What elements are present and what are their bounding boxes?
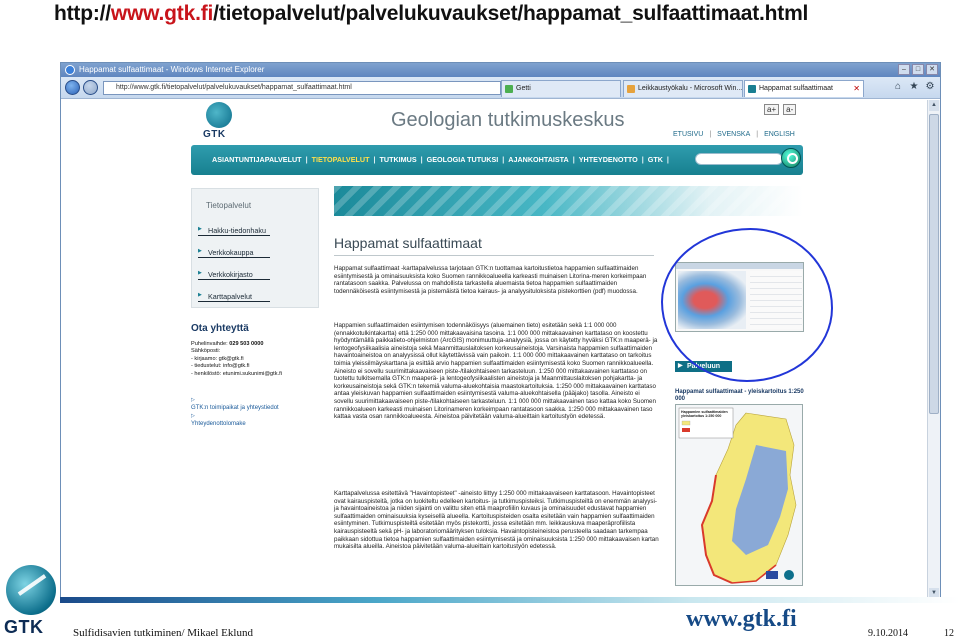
contact-links <box>191 396 279 428</box>
maximize-button[interactable]: □ <box>912 64 924 75</box>
tab-snipping-tool[interactable] <box>623 80 743 97</box>
gtk-slide-logo <box>2 565 62 641</box>
window-title: Happamat sulfaattimaat - Windows Internet Explorer <box>79 65 265 74</box>
gtk-logo[interactable] <box>203 102 233 140</box>
address-bar <box>61 77 940 99</box>
browser-window <box>60 62 941 598</box>
main-navigation <box>191 145 803 175</box>
lang-link-english[interactable]: ENGLISH <box>764 131 795 138</box>
nav-tutkimus[interactable]: TUTKIMUS <box>379 155 417 164</box>
url-host: www.gtk.fi <box>110 2 214 25</box>
nav-gtk[interactable]: GTK <box>647 155 663 164</box>
tab-close-icon[interactable]: ✕ <box>853 84 860 93</box>
page-title: Happamat sulfaattimaat <box>334 235 482 251</box>
sidebar-item-karttapalvelut[interactable]: ▶ Karttapalvelut <box>198 292 270 302</box>
palveluun-button[interactable]: ▶ Palveluun <box>675 361 732 372</box>
address-input[interactable]: http://www.gtk.fi/tietopalvelut/palvelukuvaukset/happamat_sulfaattimaat.html <box>103 81 501 95</box>
gtk-logo-text: GTK <box>203 129 226 140</box>
close-button[interactable]: ✕ <box>926 64 938 75</box>
contact-title: Ota yhteyttä <box>191 323 249 334</box>
contact-line: - tiedustelut: info@gtk.fi <box>191 363 250 370</box>
map-caption: Happamat sulfaattimaat - yleiskartoitus 1:250 000 <box>675 389 804 402</box>
contact-info <box>191 341 282 378</box>
tab-label: Happamat sulfaattimaat <box>759 85 833 92</box>
content-paragraph-2: Happamien sulfaattimaiden esiintymisen todennäköisyys (aluemainen tieto) esitetään sekä 1:1 000 000 (ennakkotulkintakartta) että 1:250 000 mittakaavaisina tasoina. 1:1 000 000 mittakaavainen karttataso on koostettu hyödyntämällä paikkatieto-ohjelmiston (ArcGIS) monimuuttuja-analyysiä, jossa on käytetty hyväksi GTK:n maaperä- ja lentogeofysiikaalisia aineistoja sekä Maanmittauslaitoksen korkeusaineistoja. Varsinaista happamien sulfaattimaiden havaintoaineistoa on analyysissä ollut käytettävissä vain paikoin. 1:1 000 000 mittakaavainen karttataso on tarkoitus toimia yleissilmäyskarttana ja esittää arvio happamien sulfaattimaiden esiintymisestä koko Suomen rannikkoalueella. Aineisto ei sovellu suurimittakaavaiseen piste-/tilakohtaiseen tarkasteluun. 1:250 000 mittakaavainen karttataso on tuotettu tulkitsemalla GTK:n maaperä- ja lentogeofysiikaalisten aineistoja ja Maanmittauslaitoksen pohjakartta- ja korkeusaineistoja sekä GTK:n tekemiä valuma-aluekohtaisia maastokartoituksia. 1:250 000 mittakaavainen karttataso antaa yleiskuvan happamien sulfaattimaiden esiintymisestä valuma-aluekohtaisella (pääjako) tasolla. Aineisto ei sovellu suurimittakaavaiseen piste-/tilakohtaiseen tarkasteluun. 1:1 000 000 mittakaavainen taso kattaa koko Suomen rannikkoalueen karkeasti muinaisen Litorinameren korkeimpaan rantatasoon saakka. 1:250 000 mittakaavainen taso kattaa vasta osan rannikkoalueesta. Aineistoa päivitetään valuma-alueittain kartoitustyön edetessä. <box>334 322 658 421</box>
scroll-thumb[interactable] <box>929 114 939 414</box>
sidebar-item-verkkokirjasto[interactable]: ▶ Verkkokirjasto <box>198 270 270 280</box>
finland-map-svg <box>676 405 803 586</box>
url-prefix: http:// <box>54 2 111 25</box>
font-decrease-button[interactable]: a- <box>783 104 796 115</box>
gtk-slide-logo-text: GTK <box>4 617 44 637</box>
globe-icon <box>206 102 232 128</box>
sidebar-item-verkkokauppa[interactable]: ▶ Verkkokauppa <box>198 248 270 258</box>
contact-link-label: GTK:n toimipaikat ja yhteystiedot <box>191 405 279 411</box>
footer-site-url: www.gtk.fi <box>686 606 797 632</box>
lang-link-etusivu[interactable]: ETUSIVU <box>673 131 704 138</box>
forward-button[interactable] <box>83 80 98 95</box>
ie-logo-icon <box>65 65 75 75</box>
phone-number: 029 503 0000 <box>229 341 264 347</box>
tab-favicon-icon <box>505 85 513 93</box>
gear-icon[interactable]: ⚙ <box>925 81 935 92</box>
search-input[interactable] <box>695 153 783 165</box>
nav-asiantuntijapalvelut[interactable]: ASIANTUNTIJAPALVELUT <box>212 155 302 164</box>
footer-date: 9.10.2014 <box>868 628 908 639</box>
side-menu <box>191 188 319 308</box>
footer-author: Sulfidisavien tutkiminen/ Mikael Eklund <box>73 627 253 639</box>
page-viewport <box>61 100 929 598</box>
contact-link-offices[interactable] <box>191 396 279 412</box>
phone-label: Puhelinvaihde: <box>191 341 228 347</box>
language-links <box>673 131 795 138</box>
minimize-button[interactable]: – <box>898 64 910 75</box>
sidebar-item-hakku[interactable]: ▶ Hakku-tiedonhaku <box>198 226 270 236</box>
back-button[interactable] <box>65 80 80 95</box>
tab-label: Leikkaustyökalu - Microsoft Win... <box>638 85 743 92</box>
vertical-scrollbar[interactable] <box>927 100 940 598</box>
home-icon[interactable]: ⌂ <box>894 81 902 92</box>
scroll-up-icon[interactable]: ▲ <box>929 100 939 111</box>
header-banner <box>334 186 803 216</box>
map-legend-title: Happamien sulfaattimaiden yleiskartoitus 1:250 000 <box>681 410 728 418</box>
contact-link-label: Yhteydenottolomake <box>191 421 246 427</box>
preview-map <box>678 271 746 329</box>
content-paragraph-1: Happamat sulfaattimaat -karttapalvelussa tarjotaan GTK:n tuottamaa kartoitustietoa happamien sulfaattimaiden esiintymisestä ja ominaisuuksista koko Suomen rannikkoalueella karkeasti muinaisen Litorina-meren korkeimpaan rantatasoon saakka. Palvelussa on mahdollista tarkastella aluemaista tietoa happamien sulfaattimaiden todennäköisestä esiintymisestä ja pistemäistä tietoa kairaus- ja analyysituloksista pistekorttien (pdf) muodossa. <box>334 265 647 295</box>
tab-happamat-sulfaattimaat[interactable] <box>744 80 864 97</box>
scroll-down-icon[interactable]: ▼ <box>929 588 939 598</box>
separator: | <box>709 131 712 138</box>
nav-geologia-tutuksi[interactable]: GEOLOGIA TUTUKSI <box>426 155 499 164</box>
preview-layer-list <box>750 271 802 329</box>
nav-tietopalvelut[interactable]: TIETOPALVELUT <box>311 155 370 164</box>
finland-map-image[interactable] <box>675 404 803 586</box>
tab-favicon-icon <box>627 85 635 93</box>
globe-icon <box>6 565 56 615</box>
footer-page-number: 12 <box>944 628 954 639</box>
tab-favicon-icon <box>748 85 756 93</box>
browser-titlebar <box>61 63 940 77</box>
content-paragraph-3: Karttapalvelussa esitettävä "Havaintopisteet" -aineisto liittyy 1:250 000 mittakaavaiseen karttatasoon. Havaintopisteet ovat kairauspisteitä, jotka on luokiteltu edelleen kartoitus- ja tutkimuspisteiksi. Tutkimuspisteiltä on enemmän analyysi- ja havaintoaineistoa ja niiden sijainti on valittu siten että maaprofiilin kuvaus ja ominaisuudet edustavat happamien sulfaattimaiden ominaisuuksia kyseisellä alueella. Kartoituspisteiden osalta esitetään vain happamien sulfaattimaiden esiintyminen. Tutkimuspisteiltä esitetään myös pistekortti, jossa esitetään mm. leikkauskuva maaperäprofiilista kairauspisteeltä sekä pH- ja laboratoriomäärityksen tuloksia. Havaintopisteineistoa perusteella saadaan tarkempaa paikkaan sidottua tietoa happamien sulfaattimaiden esiintymisestä ja ominaisuuksista 1:250 000 mittakaavaisen kartan mukaisilta alueilla. Aineistoa päivitetään valuma-alueittain kartoitustyön edetessä. <box>334 490 659 551</box>
site-title: Geologian tutkimuskeskus <box>391 109 625 131</box>
contact-line: - henkilöstö: etunimi.sukunimi@gtk.fi <box>191 370 282 377</box>
gtk-page <box>61 100 929 598</box>
lang-link-svenska[interactable]: SVENSKA <box>717 131 751 138</box>
nav-ajankohtaista[interactable]: AJANKOHTAISTA <box>508 155 569 164</box>
side-menu-title: Tietopalvelut <box>206 201 252 210</box>
preview-toolbar <box>676 263 803 269</box>
triangle-icon: ▷ <box>191 397 195 403</box>
search-icon[interactable] <box>781 148 801 168</box>
window-controls <box>898 64 938 75</box>
separator: | <box>756 131 759 138</box>
browser-toolbar <box>892 81 936 93</box>
font-increase-button[interactable]: a+ <box>764 104 779 115</box>
url-path: /tietopalvelut/palvelukuvaukset/happamat_sulfaattimaat.html <box>213 2 809 25</box>
email-label: Sähköposti: <box>191 348 221 355</box>
service-preview-image[interactable] <box>675 262 804 332</box>
footer-bar <box>60 597 960 603</box>
slide-url-heading <box>54 2 808 26</box>
font-size-controls <box>764 104 796 115</box>
contact-line: - kirjaamo: gtk@gtk.fi <box>191 355 244 362</box>
tab-label: Getti <box>516 85 531 92</box>
title-divider <box>334 255 654 256</box>
nav-yhteydenotto[interactable]: YHTEYDENOTTO <box>578 155 638 164</box>
triangle-icon: ▷ <box>191 413 195 419</box>
tab-getti[interactable] <box>501 80 621 97</box>
contact-link-form[interactable] <box>191 412 279 428</box>
favorites-icon[interactable]: ★ <box>909 81 919 92</box>
nav-items: ASIANTUNTIJAPALVELUT | TIETOPALVELUT | TUTKIMUS | GEOLOGIA TUTUKSI | AJANKOHTAISTA | YHTEYDENOTTO | GTK | <box>209 155 670 164</box>
